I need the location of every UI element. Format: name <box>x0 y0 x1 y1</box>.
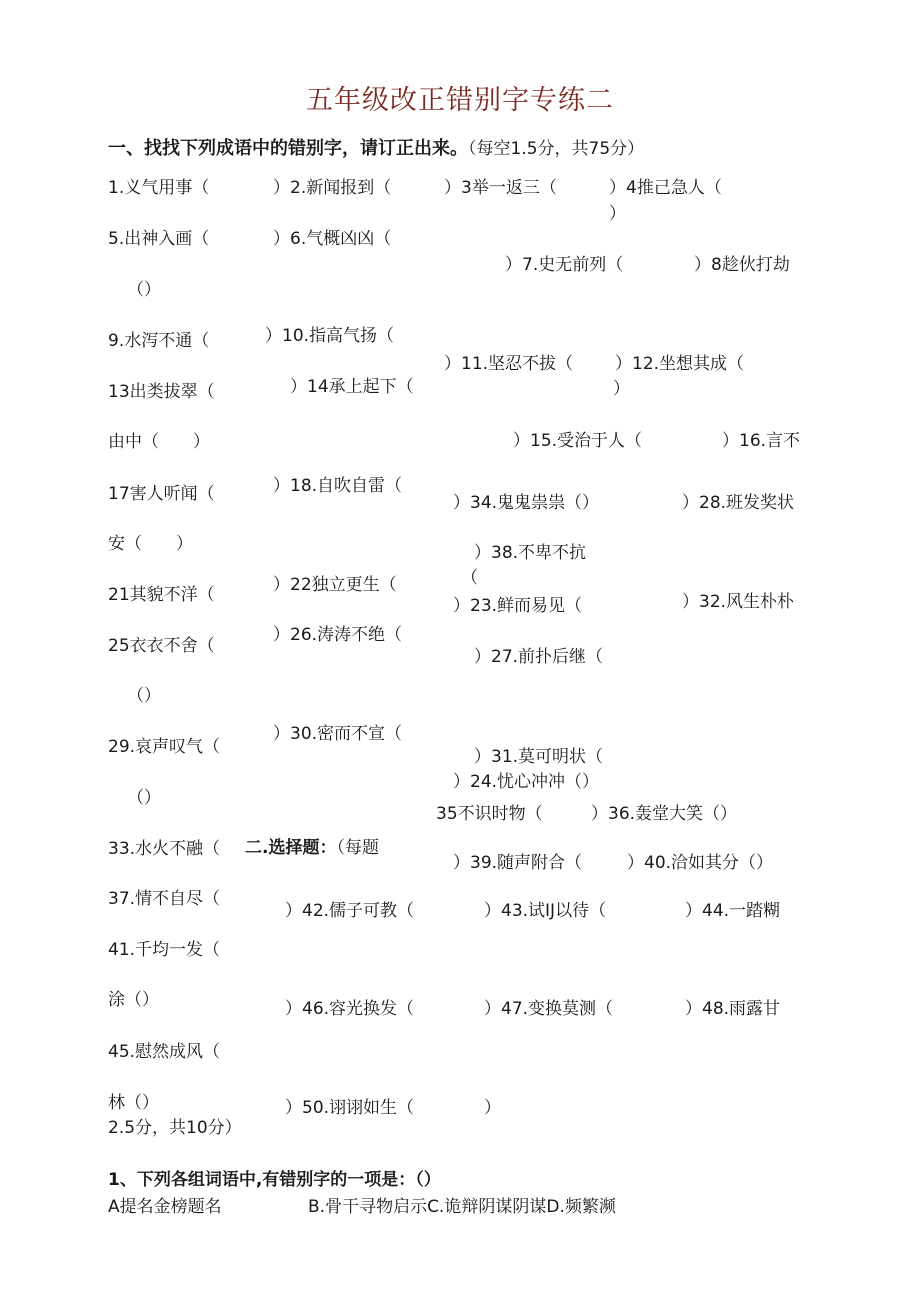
section-1-score-note: （每空1.5分，共75分） <box>468 139 645 159</box>
idiom-12: ）12.坐想其成（ <box>615 354 745 374</box>
idiom-6: ）6.气概凶凶（ <box>273 229 392 249</box>
idiom-18: ）18.自吹自雷（ <box>273 476 403 496</box>
idiom-13: 13出类拔翠（ <box>108 382 215 402</box>
idiom-7: ）7.史无前列（ <box>505 255 624 275</box>
idiom-39: ）39.随声附合（ <box>453 853 583 873</box>
idiom-29-blank: （） <box>127 788 161 808</box>
section-2-score-note-tail: 2.5分，共10分） <box>108 1118 242 1138</box>
idiom-25: 25衣衣不舍（ <box>108 636 215 656</box>
idiom-48: ）48.雨露甘 <box>685 999 781 1019</box>
idiom-9: 9.水泻不通（ <box>108 331 210 351</box>
idiom-31: ）31.莫可明状（ <box>474 747 604 767</box>
idiom-42: ）42.儒子可教（ <box>285 901 415 921</box>
idiom-5: 5.出神入画（ <box>108 229 210 249</box>
idiom-4: ）4推己急人（ <box>609 178 722 198</box>
idiom-24: ）24.忧心冲冲（） <box>453 772 600 792</box>
idiom-47: ）47.变换莫测（ <box>484 999 614 1019</box>
idiom-13-tail: 由中（ ） <box>108 432 210 452</box>
idiom-44: ）44.一踏糊 <box>685 901 781 921</box>
idiom-46: ）46.容光换发（ <box>285 999 415 1019</box>
idiom-22: ）22独立更生（ <box>273 575 397 595</box>
idiom-27: ）27.前扑后继（ <box>474 647 604 667</box>
idiom-3: ）3举一返三（ <box>444 178 557 198</box>
idiom-41: 41.千均一发（ <box>108 940 221 960</box>
idiom-43: ）43.试IJ以待（ <box>484 901 607 921</box>
idiom-50-close: ） <box>484 1098 501 1118</box>
idiom-30: ）30.密而不宣（ <box>273 724 403 744</box>
idiom-28: ）28.班发奖状 <box>682 493 795 513</box>
question-1: 1、下列各组词语中,有错别字的一项是：（） <box>108 1170 441 1190</box>
idiom-8-blank: （） <box>127 280 161 300</box>
idiom-4-close: ） <box>609 204 626 224</box>
idiom-33: 33.水火不融（ <box>108 839 221 859</box>
idiom-10: ）10.指高气扬（ <box>265 326 395 346</box>
idiom-12-close: ） <box>613 379 630 399</box>
idiom-2: ）2.新闻报到（ <box>273 178 392 198</box>
idiom-25-blank: （） <box>127 686 161 706</box>
section-1-heading-text: 一、找找下列成语中的错别字，请订正出来。 <box>108 138 468 159</box>
idiom-34: ）34.鬼鬼祟祟（） <box>453 493 600 513</box>
section-2-score-note: （每题 <box>336 838 379 858</box>
section-1-heading <box>108 134 644 160</box>
idiom-21: 21其貌不洋（ <box>108 585 215 605</box>
idiom-16: ）16.言不 <box>722 431 801 451</box>
idiom-38: ）38.不卑不抗 <box>474 543 587 563</box>
idiom-29: 29.哀声叹气（ <box>108 737 221 757</box>
idiom-50: ）50.诩诩如生（ <box>285 1098 415 1118</box>
idiom-17: 17害人听闻（ <box>108 484 215 504</box>
idiom-1: 1.义气用事（ <box>108 178 210 198</box>
section-2-heading <box>245 838 379 858</box>
idiom-8: ）8趁伙打劫 <box>694 255 790 275</box>
idiom-16-tail: 安（ ） <box>108 534 193 554</box>
idiom-11: ）11.坚忍不拔（ <box>444 354 574 374</box>
idiom-26: ）26.涛涛不绝（ <box>273 625 403 645</box>
question-1-options-b-d: B.骨干寻物启示C.诡辩阴谋阴谋D.频繁濒 <box>308 1197 616 1217</box>
idiom-38-open: （ <box>461 568 478 588</box>
idiom-44-tail: 涂（） <box>108 990 159 1010</box>
idiom-45: 45.慰然成风（ <box>108 1042 221 1062</box>
idiom-32: ）32.风生朴朴 <box>682 592 795 612</box>
idiom-48-tail: 林（） <box>108 1093 159 1113</box>
idiom-37: 37.情不自尽（ <box>108 889 221 909</box>
idiom-23: ）23.鲜而易见（ <box>453 596 583 616</box>
section-2-heading-text: 二.选择题： <box>245 838 337 858</box>
idiom-36: ）36.轰堂大笑（） <box>591 804 738 824</box>
idiom-35: 35不识时物（ <box>436 804 543 824</box>
idiom-14: ）14承上起下（ <box>290 377 414 397</box>
idiom-15: ）15.受治于人（ <box>513 431 643 451</box>
question-1-option-a: A提名金榜题名 <box>108 1197 222 1217</box>
idiom-40: ）40.洽如其分（） <box>627 853 774 873</box>
page-title: 五年级改正错别字专练二 <box>306 85 614 116</box>
